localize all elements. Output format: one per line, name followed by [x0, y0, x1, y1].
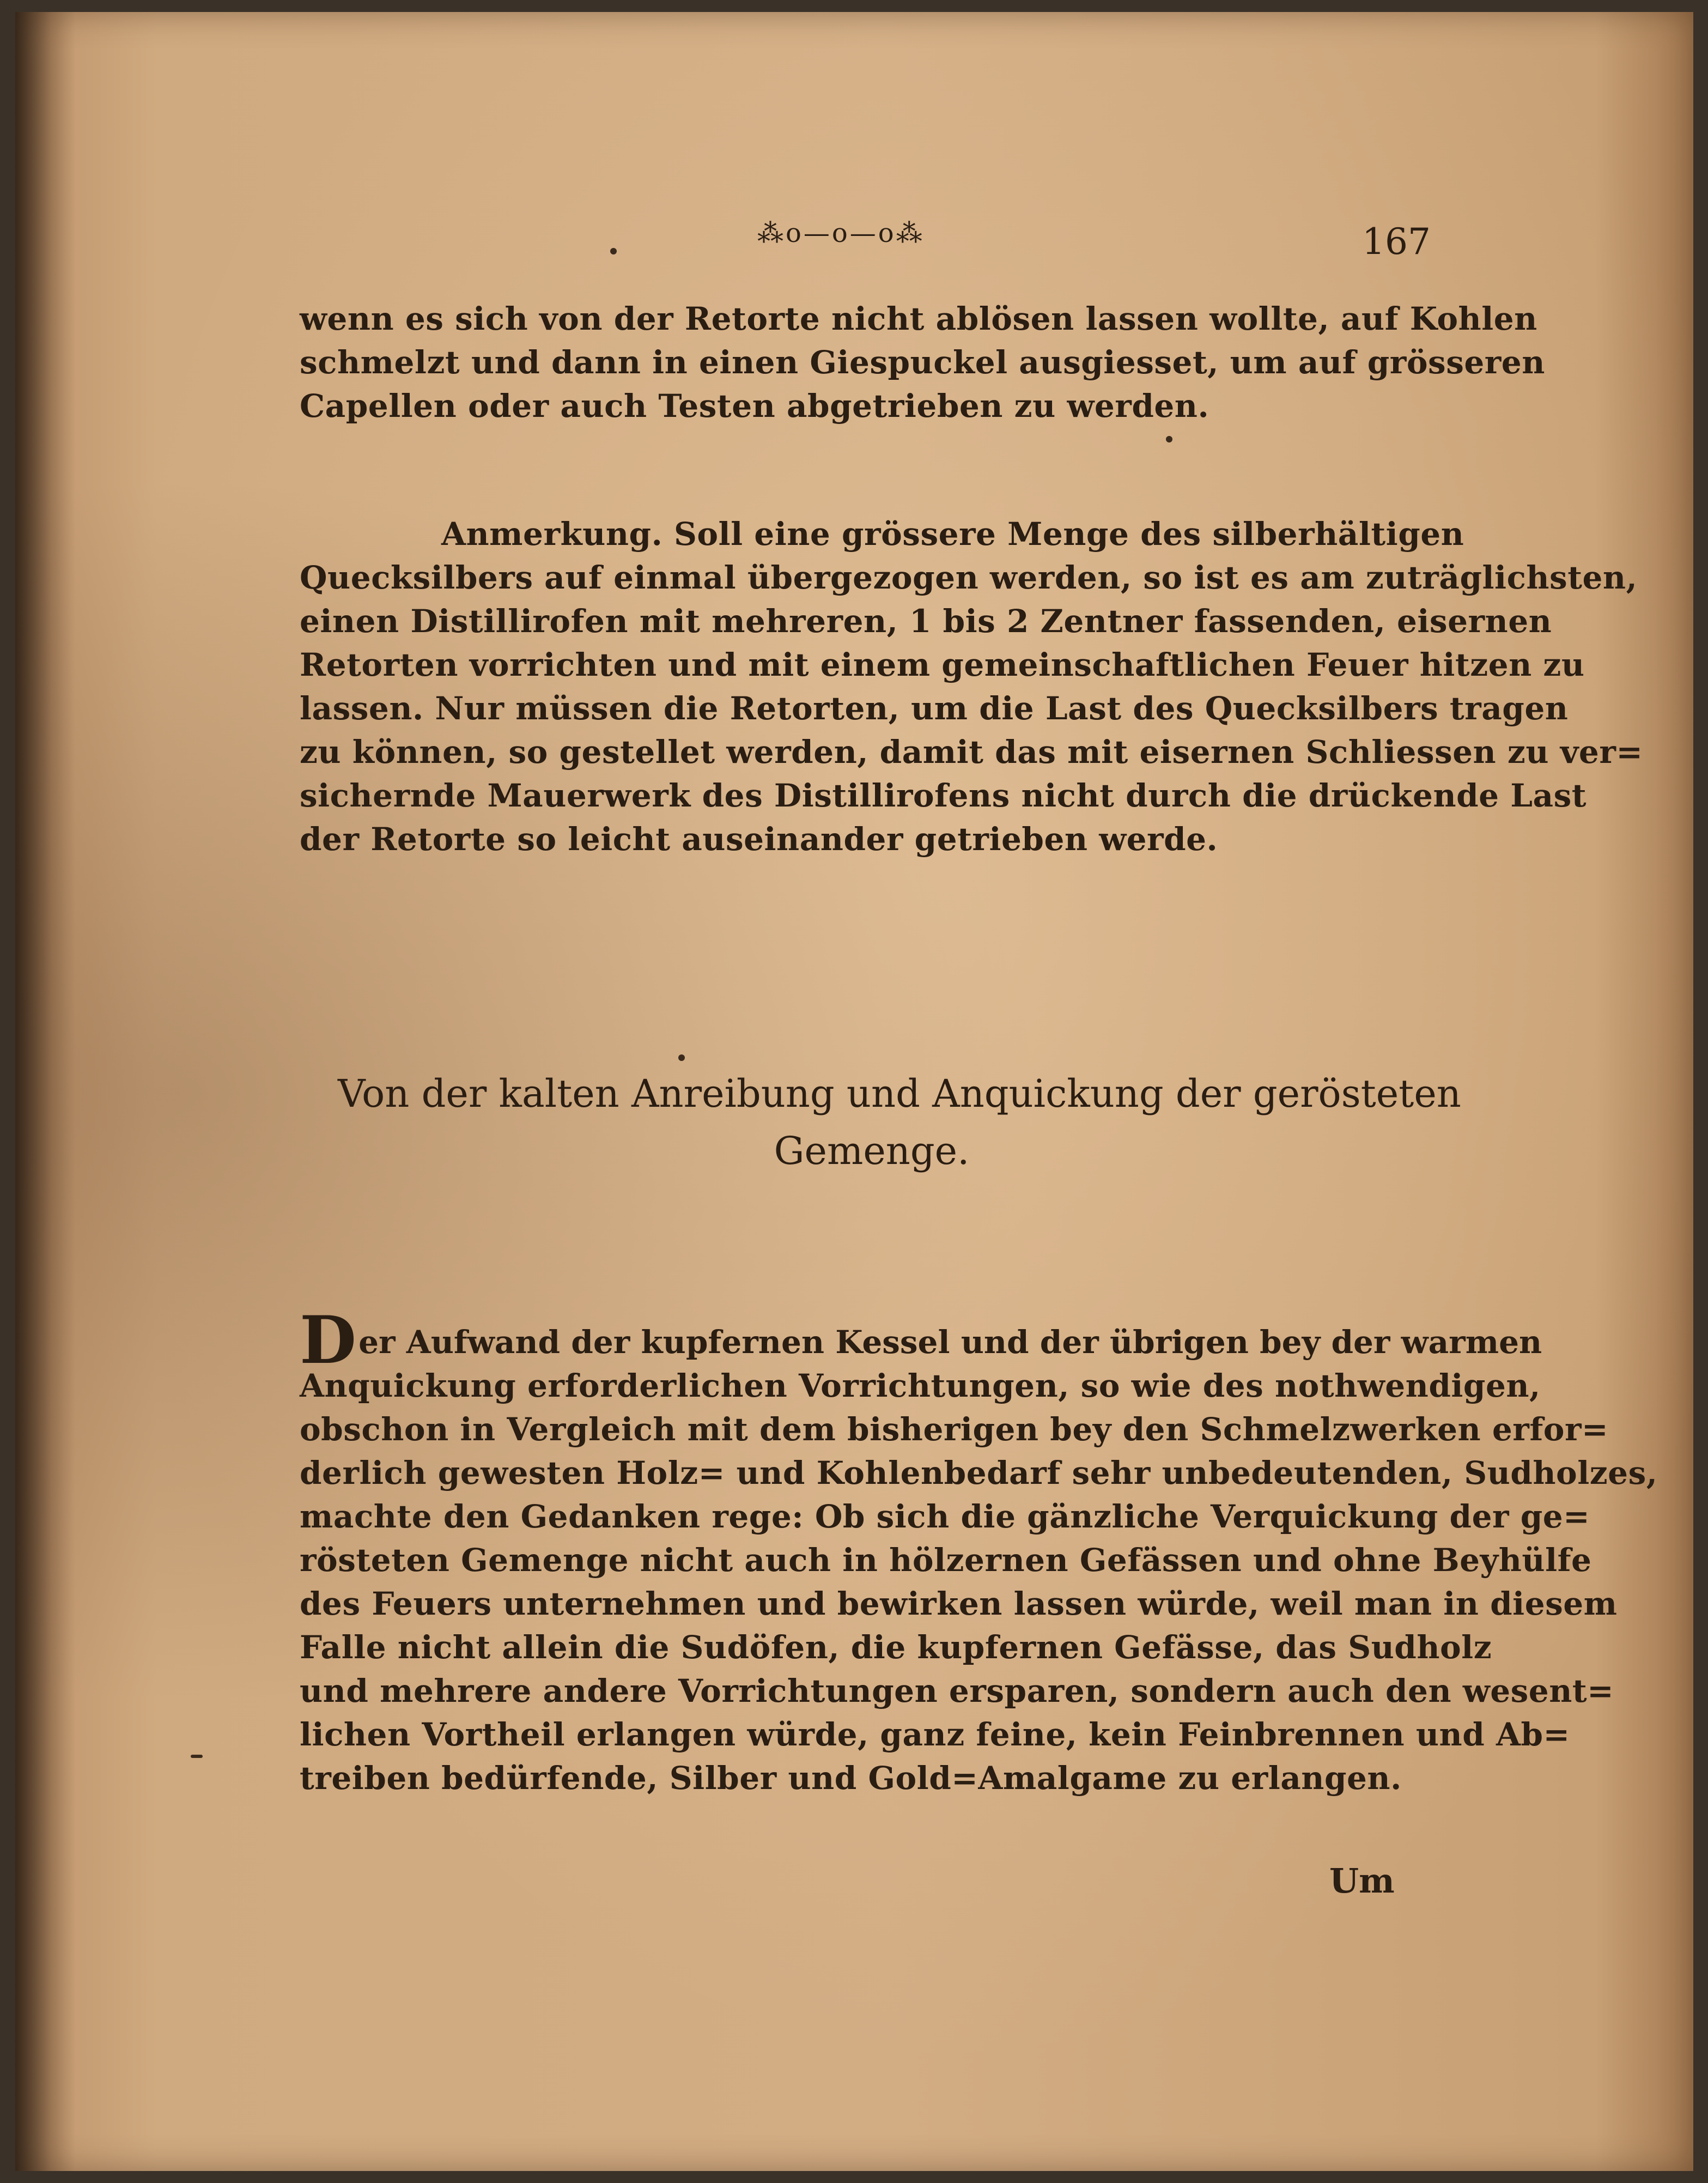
running-head-ornament: ⁂o—o—o⁂	[757, 218, 925, 248]
anmerkung-paragraph	[300, 512, 1643, 861]
text-line: des Feuers unternehmen und bewirken lassen würde, weil man in diesem	[300, 1585, 1618, 1622]
text-line: zu können, so gestellet werden, damit das mit eisernen Schliessen zu ver=	[300, 733, 1643, 771]
ink-speck	[678, 1054, 685, 1061]
ink-speck	[1166, 436, 1172, 442]
binding-gutter	[15, 12, 75, 2171]
text-line: schmelzt und dann in einen Giespuckel ausgiesset, um auf grösseren	[300, 344, 1545, 381]
text-line: wenn es sich von der Retorte nicht ablösen lassen wollte, auf Kohlen	[300, 300, 1537, 337]
page-number: 167	[1362, 221, 1431, 263]
text-line: obschon in Vergleich mit dem bisherigen bey den Schmelzwerken erfor=	[300, 1411, 1609, 1448]
text-line-rest: er Aufwand der kupfernen Kessel und der übrigen bey der warmen	[358, 1324, 1542, 1361]
text-line: einen Distillirofen mit mehreren, 1 bis 2 Zentner fassenden, eisernen	[300, 603, 1552, 640]
text-line: Capellen oder auch Testen abgetrieben zu werden.	[300, 387, 1209, 425]
text-line: derlich gewesten Holz= und Kohlenbedarf sehr unbedeutenden, Sudholzes,	[300, 1454, 1658, 1491]
text-line: treiben bedürfende, Silber und Gold=Amalgame zu erlangen.	[300, 1760, 1402, 1797]
paragraph-continuation	[300, 297, 1545, 428]
drop-cap: D	[300, 1302, 357, 1379]
ink-speck	[191, 1755, 203, 1758]
text-line: lichen Vortheil erlangen würde, ganz feine, kein Feinbrennen und Ab=	[300, 1716, 1570, 1753]
text-line	[300, 1302, 1542, 1379]
body-paragraph	[300, 1302, 1658, 1800]
text-line: Quecksilbers auf einmal übergezogen werden, so ist es am zuträglichsten,	[300, 559, 1638, 596]
heading-line: Von der kalten Anreibung und Anquickung der gerösteten	[338, 1071, 1461, 1116]
ink-speck	[610, 248, 617, 254]
heading-line: Gemenge.	[774, 1129, 970, 1173]
text-line: der Retorte so leicht auseinander getrieben werde.	[300, 821, 1218, 858]
text-line: Anmerkung. Soll eine grössere Menge des silberhältigen	[441, 516, 1464, 553]
section-heading	[338, 1065, 1461, 1180]
text-line: sichernde Mauerwerk des Distillirofens nicht durch die drückende Last	[300, 777, 1587, 814]
catchword: Um	[1329, 1861, 1395, 1901]
text-line: machte den Gedanken rege: Ob sich die gänzliche Verquickung der ge=	[300, 1498, 1590, 1535]
text-line: und mehrere andere Vorrichtungen ersparen, sondern auch den wesent=	[300, 1672, 1614, 1709]
text-line: lassen. Nur müssen die Retorten, um die Last des Quecksilbers tragen	[300, 690, 1569, 727]
text-line: Falle nicht allein die Sudöfen, die kupfernen Gefässe, das Sudholz	[300, 1629, 1492, 1666]
text-line: Retorten vorrichten und mit einem gemeinschaftlichen Feuer hitzen zu	[300, 646, 1585, 683]
text-line: rösteten Gemenge nicht auch in hölzernen Gefässen und ohne Beyhülfe	[300, 1542, 1592, 1579]
text-line: Anquickung erforderlichen Vorrichtungen, so wie des nothwendigen,	[300, 1367, 1541, 1404]
